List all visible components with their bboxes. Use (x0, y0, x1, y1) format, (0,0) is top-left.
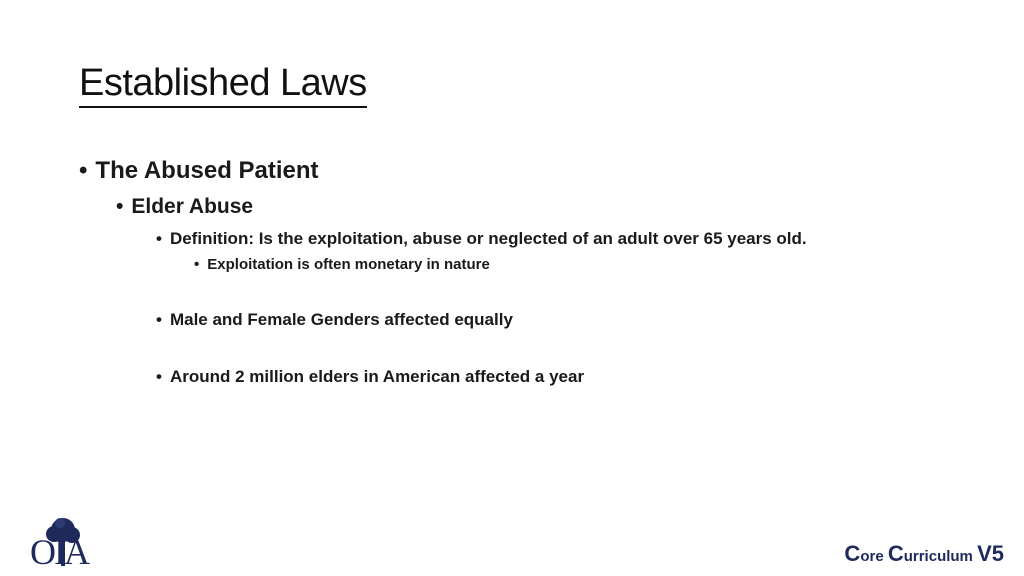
bullet-dot: • (156, 367, 162, 386)
bullet-genders (156, 310, 513, 330)
bullet-text: Definition: Is the exploitation, abuse or neglected of an adult over 65 years old. (169, 229, 807, 248)
footer-c2: C (887, 541, 904, 566)
bullet-exploitation (194, 256, 490, 273)
bullet-text: Around 2 million elders in American affected a year (169, 367, 585, 386)
bullet-dot: • (156, 229, 162, 248)
bullet-dot: • (116, 195, 124, 218)
footer-ore: ore (860, 548, 888, 565)
slide-title: Established Laws (79, 60, 367, 108)
bullet-text: Elder Abuse (131, 195, 254, 218)
bullet-text: The Abused Patient (95, 157, 319, 184)
bullet-elder-abuse (116, 195, 253, 219)
bullet-text: Exploitation is often monetary in nature (207, 256, 490, 273)
bullet-dot: • (79, 157, 88, 184)
footer-c1: C (844, 541, 861, 566)
footer-core-curriculum (844, 541, 1004, 567)
bullet-text: Male and Female Genders affected equally (169, 310, 513, 329)
oia-logo (16, 514, 102, 570)
bullet-dot: • (194, 256, 200, 273)
bullet-count (156, 367, 584, 387)
bullet-definition (156, 229, 807, 249)
logo-letters: OIA (30, 532, 88, 570)
bullet-dot: • (156, 310, 162, 329)
footer-version: V5 (977, 541, 1004, 566)
footer-urriculum: urriculum (903, 548, 978, 565)
bullet-abused-patient (79, 157, 319, 185)
